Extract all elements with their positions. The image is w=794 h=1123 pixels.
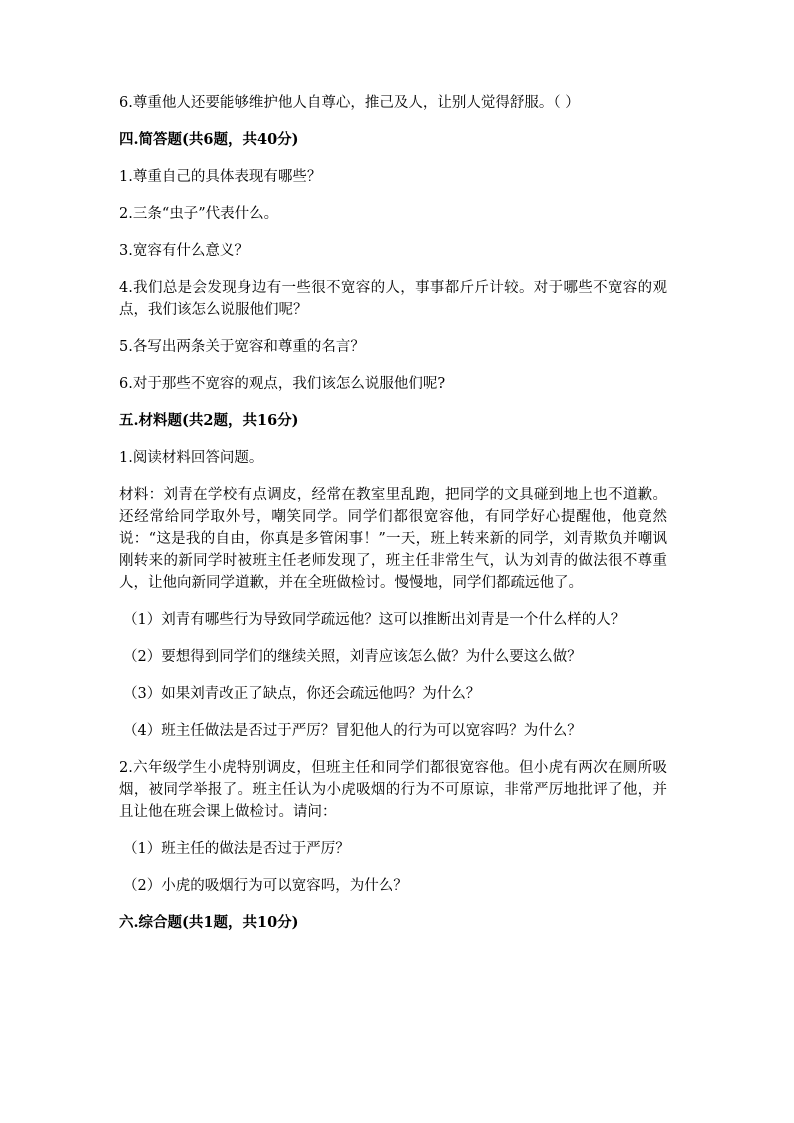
question-4-3: 3.宽容有什么意义？ bbox=[119, 243, 249, 259]
question-3-6: 6.尊重他人还要能够维护他人自尊心，推己及人，让别人觉得舒服。（ ） bbox=[119, 95, 580, 111]
question-4-6: 6.对于那些不宽容的观点，我们该怎么说服他们呢? bbox=[119, 376, 446, 392]
question-5-1-material: 材料：刘青在学校有点调皮，经常在教室里乱跑，把同学的文具碰到地上也不道歉。还经常给同学取外号，嘲笑同学。同学们都很宽容他，有同学好心提醒他，他竟然说：“这是我的自由，你真是多管闲事！”一天，班上转来新的同学，刘青欺负并嘲讽刚转来的新同学时被班主任老师发现了，班主任非常生气，认为刘青的做法很不尊重人，让他向新同学道歉，并在全班做检讨。慢慢地，同学们都疏远他了。 bbox=[119, 487, 667, 591]
question-5-1-sub-4: （4）班主任做法是否过于严厉？冒犯他人的行为可以宽容吗？为什么？ bbox=[123, 723, 582, 739]
section-4-heading: 四.简答题(共6题，共40分) bbox=[119, 131, 299, 148]
question-5-1-sub-3: （3）如果刘青改正了缺点，你还会疏远他吗？为什么？ bbox=[123, 686, 481, 702]
question-4-1: 1.尊重自己的具体表现有哪些？ bbox=[119, 169, 322, 185]
section-5-heading: 五.材料题(共2题，共16分) bbox=[119, 412, 299, 429]
question-5-2-title: 2.六年级学生小虎特别调皮，但班主任和同学们都很宽容他。但小虎有两次在厕所吸烟，被同学举报了。班主任认为小虎吸烟的行为不可原谅，非常严厉地批评了他，并且让他在班会课上做检讨。请问： bbox=[119, 760, 667, 820]
question-5-1-sub-1: （1）刘青有哪些行为导致同学疏远他？这可以推断出刘青是一个什么样的人？ bbox=[123, 612, 626, 628]
question-5-2-sub-1: （1）班主任的做法是否过于严厉？ bbox=[123, 841, 350, 857]
question-5-2-sub-2: （2）小虎的吸烟行为可以宽容吗，为什么？ bbox=[123, 878, 408, 894]
question-4-4: 4.我们总是会发现身边有一些很不宽容的人，事事都斤斤计较。对于哪些不宽容的观点，我们该怎么说服他们呢？ bbox=[119, 280, 667, 318]
question-4-5: 5.各写出两条关于宽容和尊重的名言？ bbox=[119, 339, 365, 355]
question-5-1-title: 1.阅读材料回答问题。 bbox=[119, 450, 264, 466]
question-4-2: 2.三条“虫子”代表什么。 bbox=[119, 206, 279, 222]
document-page bbox=[119, 92, 667, 934]
section-6-heading: 六.综合题(共1题，共10分) bbox=[119, 914, 299, 931]
question-5-1-sub-2: （2）要想得到同学们的继续关照，刘青应该怎么做？为什么要这么做？ bbox=[123, 649, 582, 665]
